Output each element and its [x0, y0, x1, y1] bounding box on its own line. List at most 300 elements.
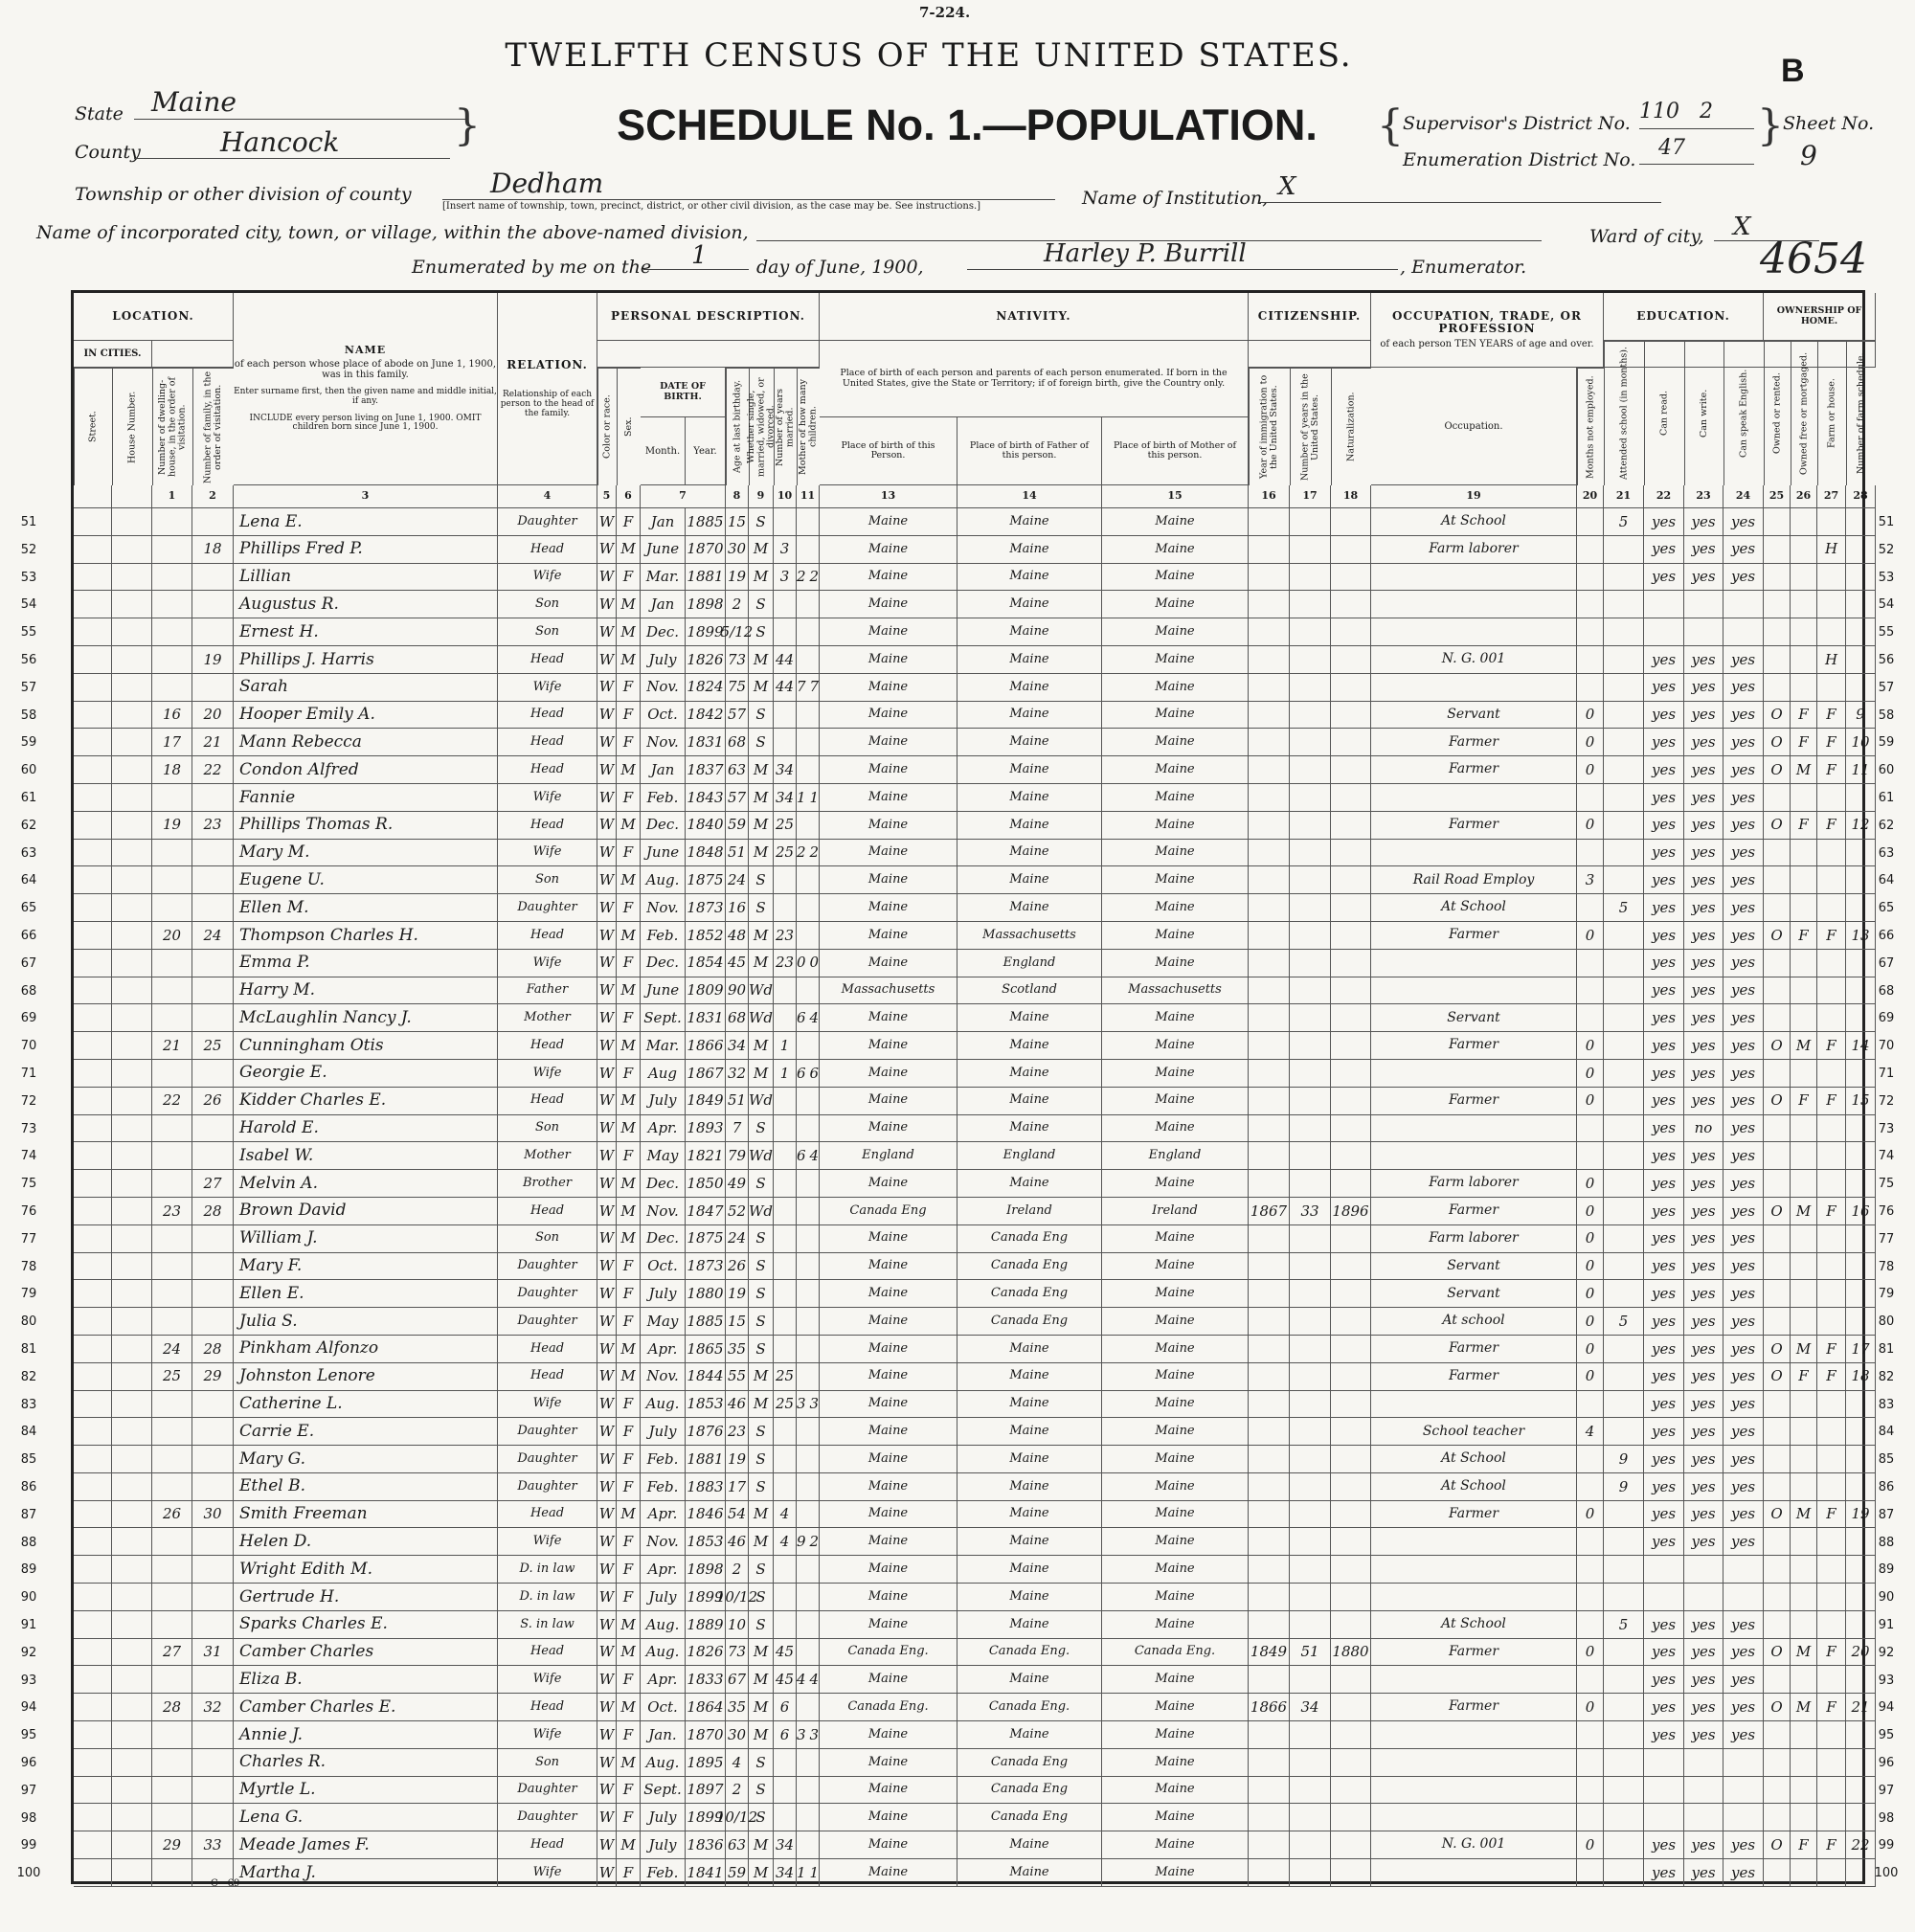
cell-years-married: 6 — [774, 1721, 797, 1749]
cell-occupation — [1371, 1721, 1577, 1749]
cell-marital: Wd — [749, 1004, 774, 1032]
cell-street — [74, 1749, 112, 1777]
cell-naturalization — [1331, 1528, 1371, 1556]
line-number: 55 — [1878, 625, 1895, 640]
cell-year: 1826 — [686, 646, 726, 674]
cell-mother-of — [797, 1804, 820, 1831]
cell-can-speak-english: yes — [1724, 1363, 1764, 1391]
cell-age: 17 — [726, 1473, 749, 1501]
cell-can-speak-english: yes — [1724, 922, 1764, 950]
line-number: 90 — [1878, 1590, 1895, 1606]
cell-house — [112, 1804, 152, 1831]
line-number: 93 — [1878, 1673, 1895, 1688]
cell-mother-of — [797, 1611, 820, 1639]
cell-street — [74, 1004, 112, 1032]
cell-years-married — [774, 1198, 797, 1225]
cell-can-write: yes — [1684, 1198, 1724, 1225]
line-number: 82 — [20, 1369, 37, 1384]
line-number: 99 — [20, 1838, 37, 1853]
cell-can-speak-english: yes — [1724, 756, 1764, 784]
cell-year: 1870 — [686, 536, 726, 564]
cell-occupation: Servant — [1371, 702, 1577, 730]
line-number: 69 — [20, 1011, 37, 1026]
cell-occupation: Farmer — [1371, 1501, 1577, 1529]
cell-sex: F — [617, 1418, 641, 1446]
cell-dwelling: 28 — [152, 1694, 192, 1721]
cell-relation: D. in law — [498, 1584, 597, 1611]
cell-age: 49 — [726, 1170, 749, 1198]
cell-color: W — [597, 536, 617, 564]
cell-occupation — [1371, 1115, 1577, 1143]
cell-relation: Wife — [498, 1721, 597, 1749]
cell-family — [192, 1611, 234, 1639]
cell-owned-rented — [1764, 564, 1791, 592]
cell-relation: Head — [498, 1363, 597, 1391]
cell-birth-person: England — [820, 1142, 958, 1170]
cell-year: 1864 — [686, 1694, 726, 1721]
supervisor-value: 110 2 — [1639, 100, 1754, 129]
cell-owned-free — [1791, 1611, 1817, 1639]
cell-months-not-employed: 0 — [1577, 756, 1604, 784]
cell-name: Camber Charles — [234, 1639, 498, 1667]
cell-months-not-employed: 0 — [1577, 1501, 1604, 1529]
cell-birth-mother: Maine — [1102, 1749, 1249, 1777]
cell-year-immigration — [1249, 866, 1290, 894]
line-number: 80 — [1878, 1314, 1895, 1330]
cell-age: 63 — [726, 1831, 749, 1859]
cell-year-immigration — [1249, 1115, 1290, 1143]
cell-house — [112, 1142, 152, 1170]
ward-label: Ward of city, — [1589, 226, 1704, 247]
cell-age: 30 — [726, 536, 749, 564]
line-number: 59 — [20, 735, 37, 751]
cell-year: 1893 — [686, 1115, 726, 1143]
cell-owned-free — [1791, 977, 1817, 1005]
cell-birth-mother: Maine — [1102, 1528, 1249, 1556]
cell-family: 19 — [192, 646, 234, 674]
colnum-10: 10 — [774, 485, 797, 508]
cell-mother-of — [797, 894, 820, 922]
cell-months-not-employed — [1577, 1584, 1604, 1611]
enumeration-value: 47 — [1639, 136, 1754, 165]
cell-can-speak-english: yes — [1724, 536, 1764, 564]
cell-year-immigration — [1249, 618, 1290, 646]
cell-house — [112, 1418, 152, 1446]
cell-naturalization — [1331, 1749, 1371, 1777]
cell-can-read: yes — [1644, 1088, 1684, 1115]
cell-months-not-employed — [1577, 1528, 1604, 1556]
cell-street — [74, 812, 112, 840]
cell-age: 32 — [726, 1060, 749, 1088]
line-number: 83 — [1878, 1397, 1895, 1412]
cell-relation: Son — [498, 1225, 597, 1253]
cell-name: Myrtle L. — [234, 1777, 498, 1805]
cell-can-write: yes — [1684, 1859, 1724, 1887]
district-brace-open: { — [1377, 101, 1404, 150]
cell-can-write: yes — [1684, 1170, 1724, 1198]
cell-occupation: Farm laborer — [1371, 1170, 1577, 1198]
cell-mother-of — [797, 1584, 820, 1611]
cell-house — [112, 1032, 152, 1060]
col-can-write: Can write. — [1684, 341, 1724, 485]
state-value: Maine — [134, 86, 467, 120]
cell-children-living: 2 — [809, 568, 820, 586]
cell-year: 1826 — [686, 1639, 726, 1667]
cell-dwelling — [152, 1584, 192, 1611]
cell-owned-rented: O — [1764, 1088, 1791, 1115]
cell-owned-free — [1791, 536, 1817, 564]
col-years-in-us: Number of years in the United States. — [1290, 368, 1331, 485]
line-number: 78 — [20, 1259, 37, 1274]
cell-attended-school — [1604, 756, 1644, 784]
line-number: 60 — [20, 763, 37, 778]
cell-months-not-employed — [1577, 536, 1604, 564]
cell-sex: F — [617, 1142, 641, 1170]
cell-sex: F — [617, 1473, 641, 1501]
cell-marital: M — [749, 1666, 774, 1694]
cell-year: 1831 — [686, 729, 726, 756]
cell-can-write — [1684, 591, 1724, 618]
cell-can-write: yes — [1684, 1280, 1724, 1308]
cell-sex: F — [617, 894, 641, 922]
cell-attended-school — [1604, 977, 1644, 1005]
line-number: 88 — [20, 1535, 37, 1550]
cell-months-not-employed — [1577, 894, 1604, 922]
cell-house — [112, 1556, 152, 1584]
group-occupation: OCCUPATION, TRADE, OR PROFESSION of each person TEN YEARS of age and over. — [1371, 293, 1604, 368]
cell-name: Thompson Charles H. — [234, 922, 498, 950]
cell-owned-free: M — [1791, 1336, 1817, 1363]
cell-color: W — [597, 1831, 617, 1859]
cell-mother-of — [797, 1253, 820, 1281]
cell-year-immigration: 1867 — [1249, 1198, 1290, 1225]
cell-farm-house: H — [1817, 536, 1846, 564]
cell-dwelling: 21 — [152, 1032, 192, 1060]
enumerator-label: , Enumerator. — [1400, 257, 1527, 278]
cell-attended-school — [1604, 1584, 1644, 1611]
cell-month: Nov. — [641, 1198, 686, 1225]
cell-house — [112, 922, 152, 950]
cell-mother-of — [797, 784, 820, 812]
cell-marital: S — [749, 1418, 774, 1446]
cell-can-speak-english: yes — [1724, 1611, 1764, 1639]
cell-month: Nov. — [641, 894, 686, 922]
cell-years-in-us — [1290, 894, 1331, 922]
cell-street — [74, 1060, 112, 1088]
cell-name: Pinkham Alfonzo — [234, 1336, 498, 1363]
cell-farm-house — [1817, 1391, 1846, 1419]
cell-color: W — [597, 1088, 617, 1115]
cell-years-in-us: 34 — [1290, 1694, 1331, 1721]
cell-street — [74, 1253, 112, 1281]
cell-name: Kidder Charles E. — [234, 1088, 498, 1115]
cell-birth-person: Maine — [820, 1115, 958, 1143]
cell-month: Jan — [641, 508, 686, 536]
cell-birth-father: Maine — [958, 1666, 1102, 1694]
cell-years-in-us — [1290, 1115, 1331, 1143]
cell-sex: F — [617, 1528, 641, 1556]
subhead-citizenship-blank — [1249, 341, 1371, 368]
cell-owned-free — [1791, 1280, 1817, 1308]
colnum-26: 26 — [1791, 485, 1817, 508]
cell-birth-person: Maine — [820, 702, 958, 730]
cell-birth-mother: Maine — [1102, 1336, 1249, 1363]
cell-street — [74, 840, 112, 867]
cell-relation: Wife — [498, 1528, 597, 1556]
cell-mother-of — [797, 1639, 820, 1667]
cell-months-not-employed — [1577, 1391, 1604, 1419]
cell-years-married: 34 — [774, 784, 797, 812]
cell-mother-of — [797, 866, 820, 894]
cell-naturalization — [1331, 1363, 1371, 1391]
cell-can-write: yes — [1684, 1831, 1724, 1859]
cell-year: 1895 — [686, 1749, 726, 1777]
cell-owned-free: M — [1791, 1639, 1817, 1667]
cell-family — [192, 840, 234, 867]
cell-year: 1837 — [686, 756, 726, 784]
cell-owned-free — [1791, 1225, 1817, 1253]
cell-name: Lena E. — [234, 508, 498, 536]
cell-marital: S — [749, 1225, 774, 1253]
cell-marital: M — [749, 1363, 774, 1391]
cell-mother-of — [797, 1142, 820, 1170]
cell-birth-father: England — [958, 1142, 1102, 1170]
cell-marital: S — [749, 1611, 774, 1639]
cell-birth-father: Maine — [958, 646, 1102, 674]
cell-owned-rented — [1764, 1666, 1791, 1694]
cell-months-not-employed — [1577, 591, 1604, 618]
cell-owned-free — [1791, 1777, 1817, 1805]
cell-street — [74, 1032, 112, 1060]
cell-name: Cunningham Otis — [234, 1032, 498, 1060]
line-number: 86 — [20, 1480, 37, 1494]
cell-color: W — [597, 756, 617, 784]
cell-can-write: yes — [1684, 1528, 1724, 1556]
cell-attended-school: 5 — [1604, 1611, 1644, 1639]
cell-name: Phillips Thomas R. — [234, 812, 498, 840]
colnum-16: 16 — [1249, 485, 1290, 508]
cell-occupation: Farmer — [1371, 1639, 1577, 1667]
cell-can-write: yes — [1684, 564, 1724, 592]
line-number: 83 — [20, 1397, 37, 1412]
cell-occupation — [1371, 591, 1577, 618]
cell-years-in-us — [1290, 756, 1331, 784]
cell-year-immigration — [1249, 674, 1290, 702]
cell-age: 4 — [726, 1749, 749, 1777]
col-months-not-employed: Months not employed. — [1577, 368, 1604, 485]
cell-mother-of — [797, 1088, 820, 1115]
cell-relation: Wife — [498, 950, 597, 977]
cell-month: Apr. — [641, 1336, 686, 1363]
cell-years-married: 1 — [774, 1032, 797, 1060]
cell-marital: S — [749, 1804, 774, 1831]
cell-mother-of — [797, 1004, 820, 1032]
cell-naturalization — [1331, 1859, 1371, 1887]
cell-mother-of — [797, 1694, 820, 1721]
cell-relation: Head — [498, 756, 597, 784]
cell-year-immigration — [1249, 1363, 1290, 1391]
cell-farm-schedule: 16 — [1846, 1198, 1876, 1225]
cell-birth-father: Canada Eng — [958, 1804, 1102, 1831]
cell-sex: F — [617, 1060, 641, 1088]
cell-sex: F — [617, 564, 641, 592]
cell-color: W — [597, 1032, 617, 1060]
colnum-house — [112, 485, 152, 508]
cell-can-read: yes — [1644, 894, 1684, 922]
cell-can-write: yes — [1684, 1088, 1724, 1115]
cell-birth-person: Maine — [820, 1584, 958, 1611]
line-number: 87 — [20, 1507, 37, 1522]
cell-owned-rented — [1764, 1777, 1791, 1805]
cell-mother-of-value: 6 — [796, 1064, 806, 1082]
county-label: County — [75, 142, 141, 163]
cell-can-read: yes — [1644, 508, 1684, 536]
cell-sex: M — [617, 812, 641, 840]
cell-color: W — [597, 1639, 617, 1667]
cell-street — [74, 1528, 112, 1556]
cell-name: Melvin A. — [234, 1170, 498, 1198]
cell-street — [74, 922, 112, 950]
institution-value: X — [1259, 172, 1661, 203]
cell-name: Gertrude H. — [234, 1584, 498, 1611]
cell-year-immigration: 1866 — [1249, 1694, 1290, 1721]
line-number: 55 — [20, 625, 37, 640]
cell-dwelling — [152, 1804, 192, 1831]
cell-relation: Head — [498, 702, 597, 730]
cell-mother-of — [797, 1060, 820, 1088]
cell-can-read: yes — [1644, 674, 1684, 702]
cell-month: Feb. — [641, 1859, 686, 1887]
cell-naturalization — [1331, 1115, 1371, 1143]
cell-birth-father: Maine — [958, 1170, 1102, 1198]
cell-months-not-employed: 0 — [1577, 702, 1604, 730]
col-attended-school: Attended school (in months). — [1604, 341, 1644, 485]
cell-birth-mother: Maine — [1102, 784, 1249, 812]
cell-year-immigration — [1249, 950, 1290, 977]
cell-months-not-employed: 0 — [1577, 1308, 1604, 1336]
institution-label: Name of Institution, — [1082, 188, 1269, 209]
cell-can-read: yes — [1644, 1528, 1684, 1556]
cell-owned-rented: O — [1764, 812, 1791, 840]
cell-occupation: Farm laborer — [1371, 1225, 1577, 1253]
cell-farm-house — [1817, 1418, 1846, 1446]
cell-name: Camber Charles E. — [234, 1694, 498, 1721]
cell-farm-house — [1817, 674, 1846, 702]
cell-can-speak-english: yes — [1724, 1004, 1764, 1032]
cell-birth-person: Maine — [820, 1528, 958, 1556]
cell-years-in-us — [1290, 674, 1331, 702]
cell-birth-person: Maine — [820, 564, 958, 592]
cell-color: W — [597, 1060, 617, 1088]
cell-month: Oct. — [641, 1694, 686, 1721]
cell-dwelling: 16 — [152, 702, 192, 730]
cell-mother-of — [797, 702, 820, 730]
line-number: 60 — [1878, 763, 1895, 778]
cell-birth-mother: Maine — [1102, 1501, 1249, 1529]
cell-dwelling: 25 — [152, 1363, 192, 1391]
cell-street — [74, 1694, 112, 1721]
cell-sex: F — [617, 1446, 641, 1473]
cell-year-immigration — [1249, 894, 1290, 922]
cell-attended-school — [1604, 866, 1644, 894]
cell-house — [112, 866, 152, 894]
cell-name: Hooper Emily A. — [234, 702, 498, 730]
cell-name: Wright Edith M. — [234, 1556, 498, 1584]
cell-house — [112, 1501, 152, 1529]
col-marital: Whether single, married, widowed, or divorced. — [749, 368, 774, 485]
cell-can-read: yes — [1644, 812, 1684, 840]
cell-owned-rented — [1764, 784, 1791, 812]
cell-can-speak-english: yes — [1724, 1336, 1764, 1363]
colnum-20: 20 — [1577, 485, 1604, 508]
cell-naturalization — [1331, 1611, 1371, 1639]
cell-birth-person: Maine — [820, 729, 958, 756]
cell-birth-father: Maine — [958, 1418, 1102, 1446]
cell-naturalization — [1331, 508, 1371, 536]
cell-mother-of — [797, 1391, 820, 1419]
cell-dwelling — [152, 1749, 192, 1777]
cell-can-speak-english: yes — [1724, 646, 1764, 674]
cell-years-married — [774, 1418, 797, 1446]
cell-dwelling — [152, 950, 192, 977]
cell-color: W — [597, 674, 617, 702]
line-number: 58 — [20, 708, 37, 723]
cell-house — [112, 591, 152, 618]
cell-dwelling — [152, 1446, 192, 1473]
cell-sex: M — [617, 977, 641, 1005]
cell-occupation — [1371, 1391, 1577, 1419]
cell-can-write: yes — [1684, 784, 1724, 812]
cell-color: W — [597, 840, 617, 867]
cell-farm-house — [1817, 950, 1846, 977]
cell-years-married: 23 — [774, 950, 797, 977]
cell-mother-of — [797, 618, 820, 646]
cell-street — [74, 1446, 112, 1473]
cell-birth-father: Maine — [958, 1831, 1102, 1859]
cell-dwelling: 29 — [152, 1831, 192, 1859]
cell-naturalization — [1331, 1804, 1371, 1831]
cell-birth-person: Maine — [820, 1804, 958, 1831]
cell-can-write: yes — [1684, 674, 1724, 702]
cell-age: 10/12 — [726, 1804, 749, 1831]
cell-birth-person: Maine — [820, 1831, 958, 1859]
group-education: EDUCATION. — [1604, 293, 1764, 341]
cell-name: Lillian — [234, 564, 498, 592]
line-number: 69 — [1878, 1011, 1895, 1026]
cell-owned-free — [1791, 646, 1817, 674]
cell-house — [112, 1253, 152, 1281]
cell-years-in-us — [1290, 618, 1331, 646]
cell-relation: Head — [498, 1336, 597, 1363]
line-number: 51 — [20, 515, 37, 529]
cell-birth-father: Maine — [958, 536, 1102, 564]
cell-occupation — [1371, 1584, 1577, 1611]
cell-birth-person: Maine — [820, 756, 958, 784]
cell-can-write: yes — [1684, 1225, 1724, 1253]
cell-years-married — [774, 591, 797, 618]
cell-marital: M — [749, 1501, 774, 1529]
cell-naturalization — [1331, 1473, 1371, 1501]
cell-name: Ethel B. — [234, 1473, 498, 1501]
cell-dwelling — [152, 1666, 192, 1694]
cell-birth-mother: Maine — [1102, 618, 1249, 646]
cell-family — [192, 1060, 234, 1088]
supervisor-label: Supervisor's District No. — [1403, 113, 1631, 134]
cell-birth-person: Canada Eng. — [820, 1694, 958, 1721]
cell-birth-person: Maine — [820, 1611, 958, 1639]
cell-relation: Mother — [498, 1142, 597, 1170]
cell-months-not-employed — [1577, 1804, 1604, 1831]
